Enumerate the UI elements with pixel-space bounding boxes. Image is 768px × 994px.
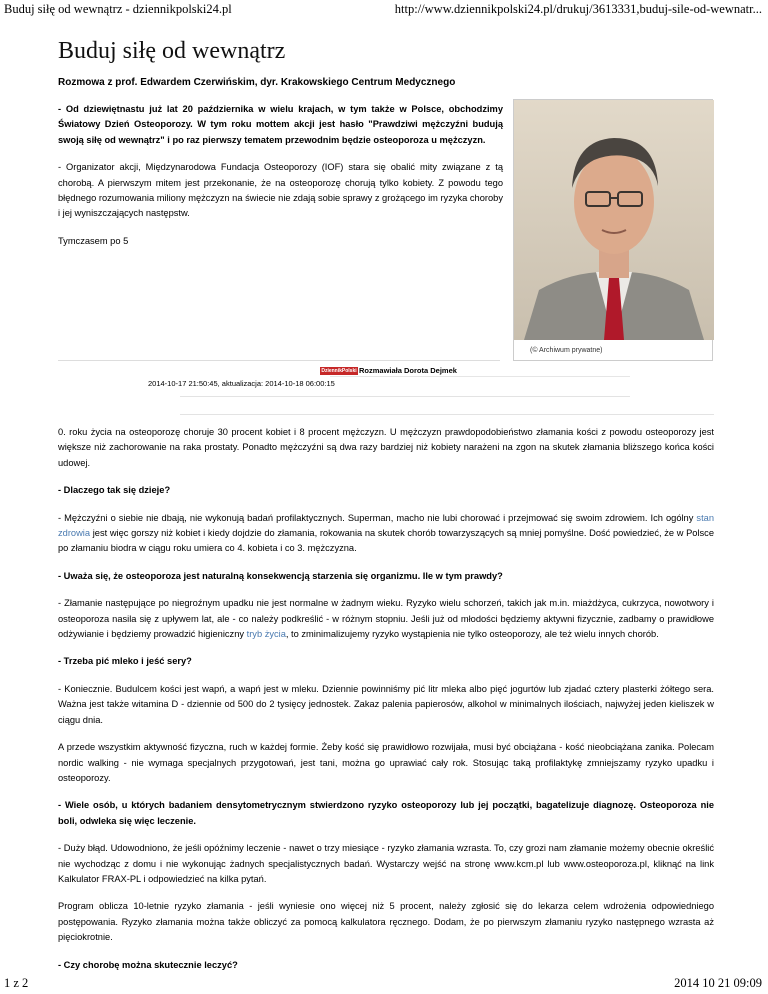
portrait-photo [514,100,714,340]
answer-2 [58,511,714,557]
browser-header-url: http://www.dziennikpolski24.pl/drukuj/3613331,buduj-sile-od-wewnatr... [394,2,762,16]
author-byline [320,366,457,375]
photo-frame [513,99,713,361]
answer-4: - Koniecznie. Budulcem kości jest wapń, a wapń jest w mleku. Dziennie powinniśmy pić litr mleka albo pięć jogurtów lub zjadać cztery plasterki żółtego sera. Ważna jest także witamina D - dziennie od 500 do 2 tysięcy jednostek. Zakaz palenia papierosów, alkohol w minimalnych ilościach, najwyżej jeden kieliszek w ciągu dnia. [58,683,714,725]
article-body [58,425,714,985]
question-3: - Uważa się, że osteoporoza jest naturalną konsekwencją starzenia się organizmu. Ile w tym prawdy? [58,570,503,581]
link-stan-zdrowia[interactable]: stan zdrowia [58,512,714,539]
page-counter: 1 z 2 [4,976,29,990]
fragment-text: Tymczasem po 5 [58,235,129,246]
author-photo-box [513,99,713,361]
print-timestamp: 2014 10 21 09:09 [674,976,762,990]
answer-5: - Duży błąd. Udowodniono, że jeśli opóźnimy leczenie - nawet o trzy miesiące - ryzyko złamania wzrasta. To, czy grozi nam złamanie możemy obecnie określić nie wychodząc z domu i nie wykonując żadnych specjalistycznych badań. Wystarczy wejść na stronę www.kcm.pl lub www.osteoporoza.pl, kliknąć na link Kalkulator FRAX-PL i odpowiedzieć na kilka pytań. [58,843,714,884]
author-name: Rozmawiała Dorota Dejmek [359,366,457,375]
link-tryb-zycia[interactable]: tryb życia [246,629,286,640]
browser-header-title: Buduj siłę od wewnątrz - dziennikpolski24.pl [4,2,232,16]
answer-3-text-end: , to zminimalizujemy ryzyko wystąpienia nie tylko osteoporozy, ale też wielu innych chorób. [285,629,659,640]
intro-question: - Od dziewiętnastu już lat 20 października w wielu krajach, w tym także w Polsce, obchodzimy Światowy Dzień Osteoporozy. W tym roku mottem akcji jest hasło "Prawdziwi mężczyźni budują swoją siłę od wewnątrz" i po raz pierwszy tematem przewodnim będzie osteoporoza u mężczyzn. [58,104,503,145]
paragraph-continuation: 0. roku życia na osteoporozę choruje 30 procent kobiet i 8 procent mężczyzn. U mężczyzn prawdopodobieństwo złamania kości z powodu osteoporozy jest większe niż zachorowanie na raka prostaty. Ponadto mężczyźni są dwa razy bardziej niż kobiety narażeni na zgon na skutek złamania bliższego końca kości udowej. [58,427,714,468]
article-subtitle: Rozmowa z prof. Edwardem Czerwińskim, dyr. Krakowskiego Centrum Medycznego [58,77,456,88]
answer-1: - Organizator akcji, Międzynarodowa Fundacja Osteoporozy (IOF) stara się obalić mity związane z tą chorobą. A pierwszym mitem jest przekonanie, że na osteoporozę chorują tylko kobiety. Z powodu tego błędnego rozumowania miliony mężczyzn na świecie nie zdają sobie sprawy z grożącego im ryzyka choroby i jej wyniszczających następstw. [58,162,503,219]
answer-5b: Program oblicza 10-letnie ryzyko złamania - jeśli wyniesie ono więcej niż 5 procent, należy zgłosić się do lekarza celem wdrożenia odpowiedniego postępowania. Ryzyko złamania można także obliczyć za pomocą kalkulatora ręcznego. Dodam, że po pierwszym złamaniu ryzyko następnego wzrasta aż pięciokrotnie. [58,901,714,943]
question-6: - Czy chorobę można skutecznie leczyć? [58,959,238,970]
question-4: - Trzeba pić mleko i jeść sery? [58,656,192,667]
article-title: Buduj siłę od wewnątrz [58,38,286,64]
question-5: - Wiele osób, u których badaniem densytometrycznym stwierdzono ryzyko osteoporozy lub jej początki, bagatelizuje diagnozę. Osteoporoza nie boli, odwleka się więc leczenie. [58,800,714,826]
answer-2-text-end: jest więc gorszy niż kobiet i kiedy dojdzie do złamania, rokowania na skutek chorób towarzyszących są mniej pomyślne. Dość powiedzieć, że w Polsce po złamaniu biodra w ciągu roku umiera co 4. kobieta i co 3. mężczyzna. [58,528,714,554]
divider-line [330,376,630,377]
portrait-illustration [514,100,714,340]
answer-3-text: - Złamanie następujące po niegroźnym upadku nie jest normalne w żadnym wieku. Ryzyko wielu schorzeń, takich jak m.in. miażdżyca, cukrzyca, nowotwory i osteoporoza nasila się z upływem lat, ale - co należy podkreślić - w różnym stopniu. Jeśli już od młodości będziemy aktywni fizycznie, zadbamy o prawidłowe odżywianie i będziemy prowadzić higieniczny [58,598,714,640]
divider-line [180,414,714,415]
divider-line [58,360,500,361]
answer-3 [58,596,714,642]
newspaper-logo: DziennikPolski [321,368,357,375]
answer-2-text: - Mężczyźni o siebie nie dbają, nie wykonują badań profilaktycznych. Superman, macho nie lubi chorować i przejmować się swoim zdrowiem. Ich ogólny [58,512,697,523]
article-lead-column [58,102,503,249]
photo-caption: (© Archiwum prywatne) [530,347,603,354]
divider-line [180,396,630,397]
question-2: - Dlaczego tak się dzieje? [58,485,171,496]
answer-4b: A przede wszystkim aktywność fizyczna, ruch w każdej formie. Żeby kość się prawidłowo rozwijała, musi być obciążana - kość nieobciążana zanika. Polecam nordic walking - nie wymaga specjalnych przygotowań, jest tani, można go uprawiać cały rok. Stosując taką profilaktykę zmniejszamy ryzyko upadku i osteoporozy. [58,742,714,783]
publication-dates: 2014-10-17 21:50:45, aktualizacja: 2014-10-18 06:00:15 [148,379,335,388]
